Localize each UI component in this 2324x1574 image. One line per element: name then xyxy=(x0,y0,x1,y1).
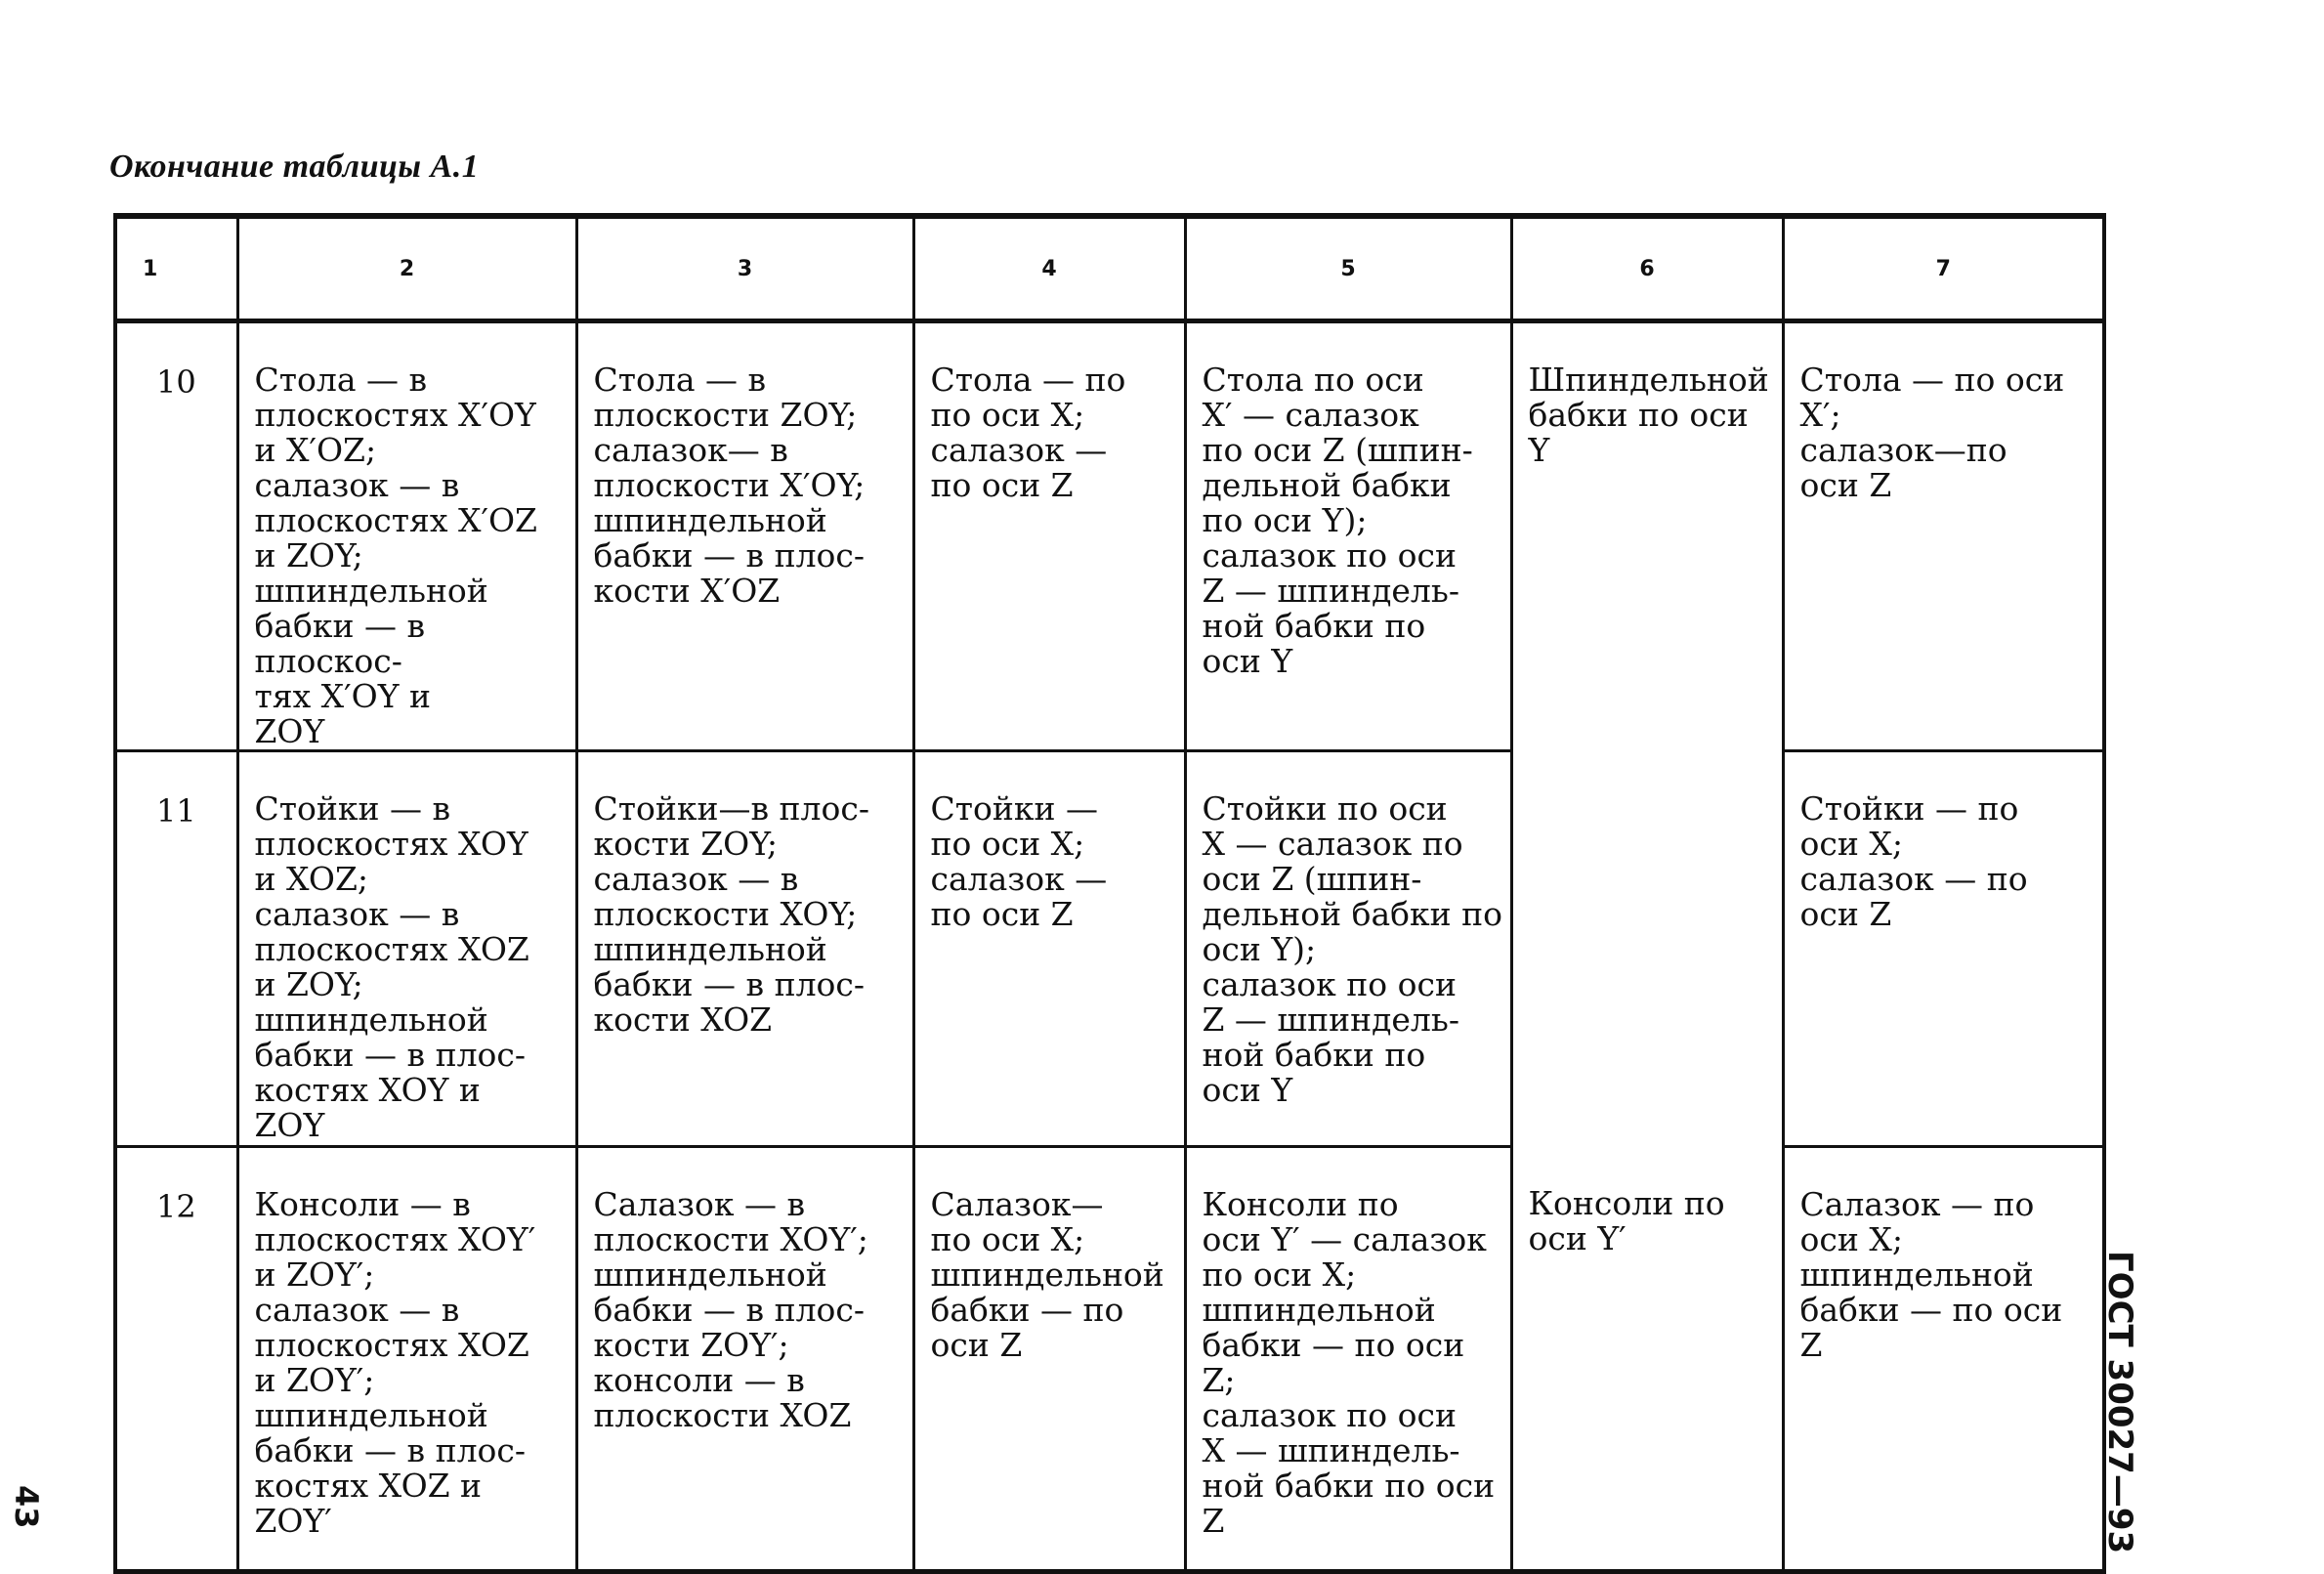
table-cell: Стола — по по оси X; салазок — по оси Z xyxy=(913,321,1185,751)
table-cell: Стойки — в плоскостях XOY и XOZ; салазок — в плоскостях XOZ и ZOY; шпиндельной бабки — в плос- костях XOY и ZOY xyxy=(237,751,576,1147)
table-cell: Консоли по оси Y′ xyxy=(1511,1147,1783,1572)
table-cell: Салазок— по оси X; шпиндельной бабки — по оси Z xyxy=(913,1147,1185,1572)
column-header-2: 2 xyxy=(237,216,576,321)
table-cell: Стола — в плоскостях X′OY и X′OZ; салазок — в плоскостях X′OZ и ZOY; шпиндельной бабки — в плоскос- тях X′OY и ZOY xyxy=(237,321,576,751)
table-cell: Салазок — в плоскости XOY′; шпиндельной бабки — в плос- кости ZOY′; консоли — в плоскости XOZ xyxy=(576,1147,913,1572)
table-cell: Стойки—в плос- кости ZOY; салазок — в плоскости XOY; шпиндельной бабки — в плос- кости XOZ xyxy=(576,751,913,1147)
page-number: 43 xyxy=(8,1485,45,1529)
column-header-7: 7 xyxy=(1783,216,2104,321)
column-header-5: 5 xyxy=(1185,216,1511,321)
table-cell: Стойки — по оси X; салазок — по оси Z xyxy=(913,751,1185,1147)
row-number: 10 xyxy=(115,321,237,751)
header-row xyxy=(115,216,2104,321)
column-header-1: 1 xyxy=(115,216,237,321)
table-cell: Салазок — по оси X; шпиндельной бабки — по оси Z xyxy=(1783,1147,2104,1572)
column-header-3: 3 xyxy=(576,216,913,321)
table-cell: Консоли — в плоскостях XOY′ и ZOY′; салазок — в плоскостях XOZ и ZOY′; шпиндельной бабки — в плос- костях XOZ и ZOY′ xyxy=(237,1147,576,1572)
table-cell: Стола по оси X′ — салазок по оси Z (шпин- дельной бабки по оси Y); салазок по оси Z — шпиндель- ной бабки по оси Y xyxy=(1185,321,1511,751)
row-number: 12 xyxy=(115,1147,237,1572)
table-caption: Окончание таблицы А.1 xyxy=(109,149,480,185)
table-cell-merged: Шпиндельной бабки по оси Y xyxy=(1511,321,1783,1147)
table-row xyxy=(115,321,2104,751)
table-cell: Консоли по оси Y′ — салазок по оси X; шпиндельной бабки — по оси Z; салазок по оси X — шпиндель- ной бабки по оси Z xyxy=(1185,1147,1511,1572)
table-cell: Стола — по оси X′; салазок—по оси Z xyxy=(1783,321,2104,751)
table-cell: Стойки — по оси X; салазок — по оси Z xyxy=(1783,751,2104,1147)
document-standard-code: ГОСТ 30027—93 xyxy=(2100,1251,2139,1554)
table-cell: Стойки по оси X — салазок по оси Z (шпин- дельной бабки по оси Y); салазок по оси Z — шпиндель- ной бабки по оси Y xyxy=(1185,751,1511,1147)
table-row xyxy=(115,1147,2104,1572)
column-header-4: 4 xyxy=(913,216,1185,321)
row-number: 11 xyxy=(115,751,237,1147)
table-row xyxy=(115,751,2104,1147)
data-table xyxy=(113,213,2106,1574)
column-header-6: 6 xyxy=(1511,216,1783,321)
table-container xyxy=(113,213,2102,1540)
table-cell: Стола — в плоскости ZOY; салазок— в плоскости X′OY; шпиндельной бабки — в плос- кости X′OZ xyxy=(576,321,913,751)
